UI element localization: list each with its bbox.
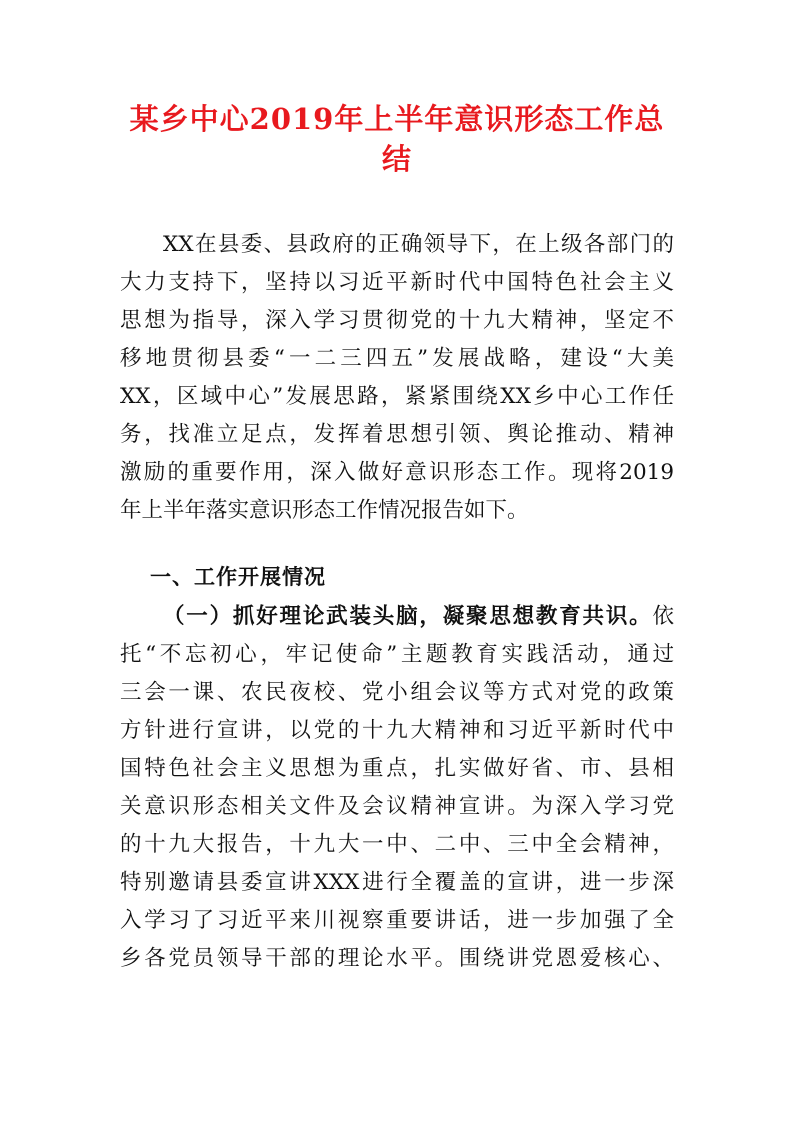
intro-line: XX在县委、县政府的正确领导下，在上级各部门的 (163, 232, 674, 257)
document-title-line-1: 某乡中心2019年上半年意识形态工作总 (129, 102, 665, 136)
body-line: 乡各党员领导干部的理论水平。围绕讲党恩爱核心、 (120, 946, 674, 971)
subsection-first-line-rest: 依 (652, 604, 674, 629)
body-line: 的十九大报告，十九大一中、二中、三中全会精神， (120, 832, 674, 857)
body-line: 托“不忘初心，牢记使命”主题教育实践活动，通过 (120, 642, 674, 667)
body-line: 国特色社会主义思想为重点，扎实做好省、市、县相 (120, 756, 674, 781)
section-heading: 一、工作开展情况 (150, 565, 326, 589)
intro-line: XX，区域中心”发展思路，紧紧围绕XX乡中心工作任 (120, 384, 674, 409)
body-line: 特别邀请县委宣讲XXX进行全覆盖的宣讲，进一步深 (120, 870, 674, 895)
body-line: 关意识形态相关文件及会议精神宣讲。为深入学习党 (120, 794, 674, 819)
body-line: 方针进行宣讲，以党的十九大精神和习近平新时代中 (120, 718, 674, 743)
body-line: 入学习了习近平来川视察重要讲话，进一步加强了全 (120, 908, 674, 933)
document-title-line-2: 结 (381, 142, 412, 176)
intro-line: 大力支持下，坚持以习近平新时代中国特色社会主义 (120, 270, 674, 295)
intro-line: 年上半年落实意识形态工作情况报告如下。 (120, 498, 529, 523)
intro-line: 务，找准立足点，发挥着思想引领、舆论推动、精神 (120, 422, 674, 447)
intro-line: 移地贯彻县委“一二三四五”发展战略，建设“大美 (120, 346, 674, 371)
intro-line: 思想为指导，深入学习贯彻党的十九大精神，坚定不 (120, 308, 674, 333)
subsection-heading: （一）抓好理论武装头脑，凝聚思想教育共识。 (163, 604, 653, 629)
subsection-first-line (163, 599, 674, 635)
body-line: 三会一课、农民夜校、党小组会议等方式对党的政策 (120, 680, 674, 705)
intro-line: 激励的重要作用，深入做好意识形态工作。现将2019 (120, 460, 674, 485)
